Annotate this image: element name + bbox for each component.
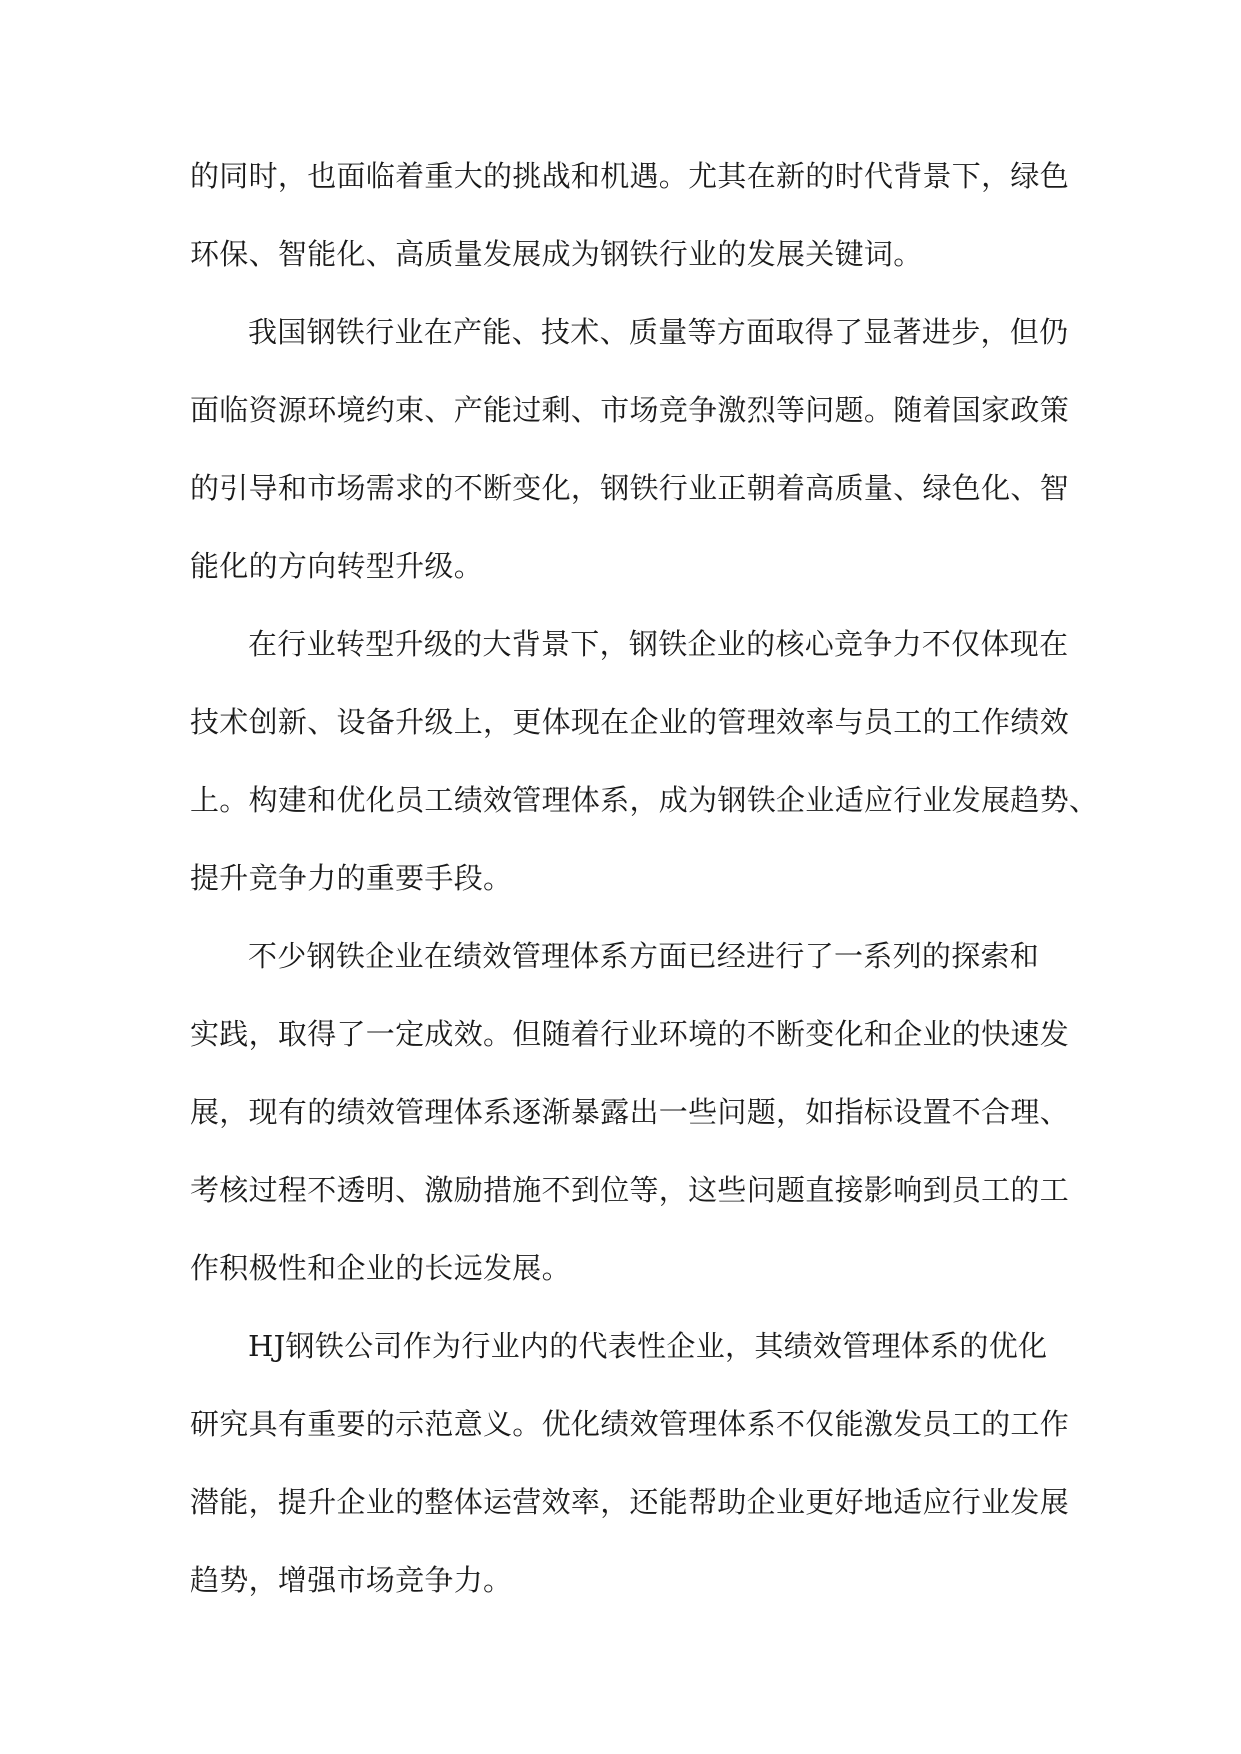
text-line: 的引导和市场需求的不断变化，钢铁行业正朝着高质量、绿色化、智 bbox=[190, 471, 1070, 505]
text-line: 考核过程不透明、激励措施不到位等，这些问题直接影响到员工的工 bbox=[190, 1173, 1070, 1207]
text-line: 在行业转型升级的大背景下，钢铁企业的核心竞争力不仅体现在 bbox=[248, 627, 1069, 661]
text-line: 研究具有重要的示范意义。优化绩效管理体系不仅能激发员工的工作 bbox=[190, 1407, 1070, 1441]
text-line: 上。构建和优化员工绩效管理体系，成为钢铁企业适应行业发展趋势、 bbox=[190, 783, 1099, 817]
text-line: 的同时，也面临着重大的挑战和机遇。尤其在新的时代背景下，绿色 bbox=[190, 159, 1070, 193]
body-text bbox=[190, 137, 1099, 1619]
text-line: 能化的方向转型升级。 bbox=[190, 549, 484, 583]
text-line: 实践，取得了一定成效。但随着行业环境的不断变化和企业的快速发 bbox=[190, 1017, 1070, 1051]
text-line: 不少钢铁企业在绩效管理体系方面已经进行了一系列的探索和 bbox=[248, 939, 1040, 973]
text-line: 展，现有的绩效管理体系逐渐暴露出一些问题，如指标设置不合理、 bbox=[190, 1095, 1070, 1129]
text-line: 作积极性和企业的长远发展。 bbox=[190, 1251, 571, 1285]
text-line: 面临资源环境约束、产能过剩、市场竞争激烈等问题。随着国家政策 bbox=[190, 393, 1070, 427]
text-line: 趋势，增强市场竞争力。 bbox=[190, 1563, 513, 1597]
text-line: 我国钢铁行业在产能、技术、质量等方面取得了显著进步，但仍 bbox=[248, 315, 1069, 349]
text-line: 潜能，提升企业的整体运营效率，还能帮助企业更好地适应行业发展 bbox=[190, 1485, 1070, 1519]
text-line: 技术创新、设备升级上，更体现在企业的管理效率与员工的工作绩效 bbox=[190, 705, 1070, 739]
text-line: HJ钢铁公司作为行业内的代表性企业，其绩效管理体系的优化 bbox=[248, 1329, 1048, 1363]
text-line: 提升竞争力的重要手段。 bbox=[190, 861, 513, 895]
text-line: 环保、智能化、高质量发展成为钢铁行业的发展关键词。 bbox=[190, 237, 923, 271]
